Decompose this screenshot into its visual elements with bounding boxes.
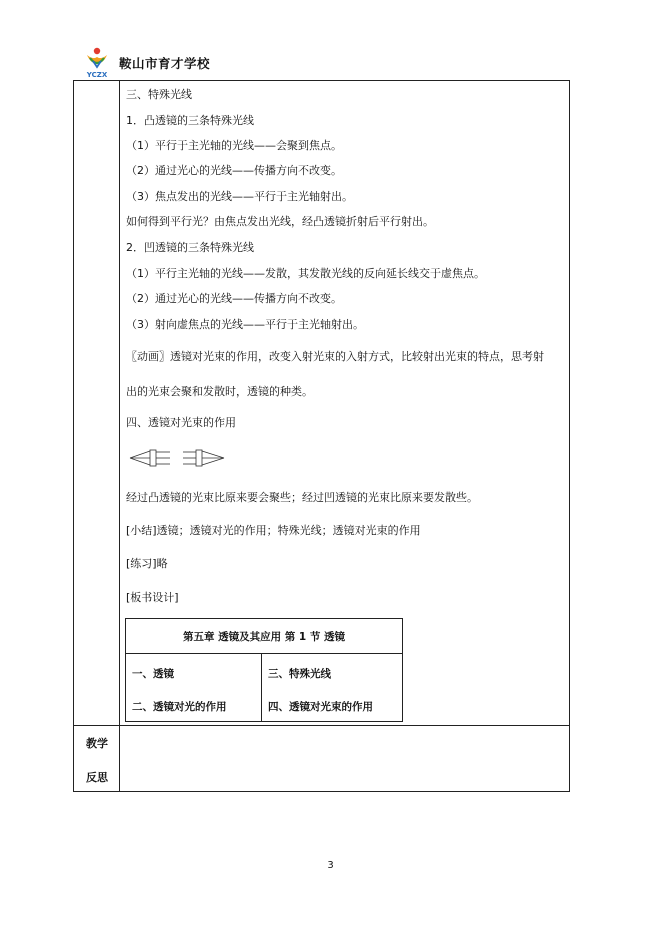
reflection-label-1: 教学 [86, 737, 108, 750]
board-title: 第五章 透镜及其应用 第 1 节 透镜 [126, 619, 402, 654]
board-cell: 三、特殊光线 [268, 668, 331, 680]
label-column [74, 81, 120, 791]
school-logo [81, 46, 113, 80]
text-line: 2．凹透镜的三条特殊光线 [126, 241, 254, 254]
text-line: 1．凸透镜的三条特殊光线 [126, 114, 254, 127]
practice-line: [练习]略 [126, 557, 168, 570]
board-cell: 四、透镜对光束的作用 [268, 701, 373, 713]
section-heading-special-rays: 三、特殊光线 [126, 88, 192, 101]
reflection-label-2: 反思 [86, 771, 108, 784]
animation-note: 〖动画〗透镜对光束的作用，改变入射光束的入射方式，比较射出光束的特点，思考射 [126, 350, 544, 363]
section-heading-beam: 四、透镜对光束的作用 [126, 416, 236, 429]
beam-conclusion: 经过凸透镜的光束比原来要会聚些；经过凹透镜的光束比原来要发散些。 [126, 491, 478, 504]
text-line: （1）平行主光轴的光线——发散，其发散光线的反向延长线交于虚焦点。 [126, 267, 485, 280]
text-line: （2）通过光心的光线——传播方向不改变。 [126, 292, 342, 305]
page-number: 3 [327, 860, 334, 871]
text-line: （2）通过光心的光线——传播方向不改变。 [126, 164, 342, 177]
logo-text: YCZX [86, 71, 108, 79]
page-header [81, 46, 210, 80]
board-cell: 二、透镜对光的作用 [132, 701, 227, 713]
lens-beam-diagram [128, 443, 228, 473]
school-name: 鞍山市育才学校 [119, 56, 211, 71]
text-line: 如何得到平行光？由焦点发出光线，经凸透镜折射后平行射出。 [126, 215, 434, 228]
row-divider [74, 725, 569, 726]
board-cell: 一、透镜 [132, 668, 174, 680]
text-line: （3）焦点发出的光线——平行于主光轴射出。 [126, 190, 353, 203]
text-line: （3）射向虚焦点的光线——平行于主光轴射出。 [126, 318, 364, 331]
board-design-table [125, 618, 403, 722]
animation-note-cont: 出的光束会聚和发散时，透镜的种类。 [126, 385, 313, 398]
summary-line: [小结]透镜；透镜对光的作用；特殊光线；透镜对光束的作用 [126, 524, 421, 537]
board-divider [261, 653, 262, 721]
text-line: （1）平行于主光轴的光线——会聚到焦点。 [126, 139, 342, 152]
board-design-label: [板书设计] [126, 591, 179, 604]
